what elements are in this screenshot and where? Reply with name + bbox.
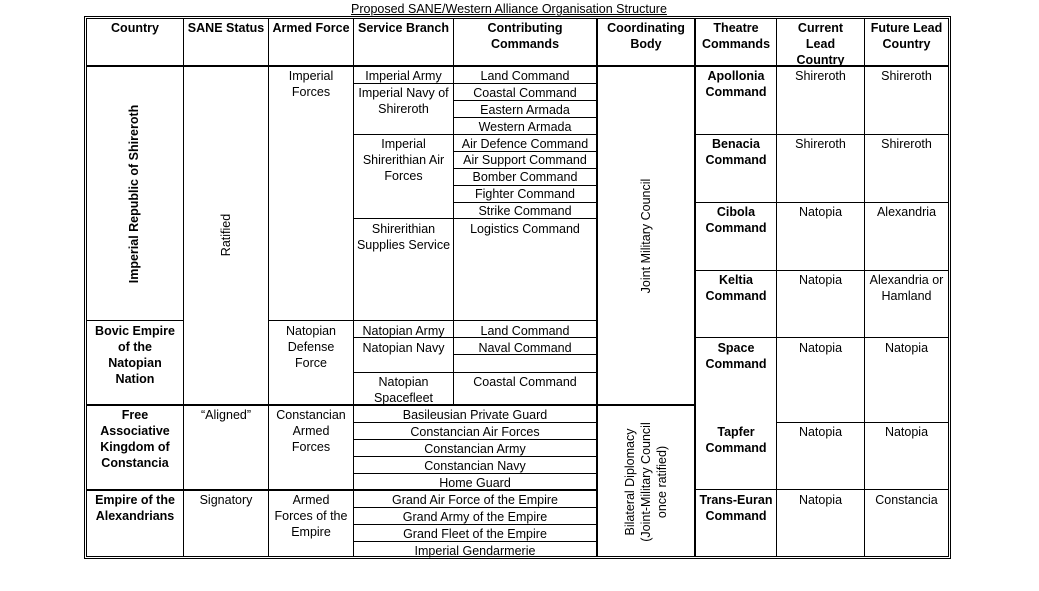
country-bovic-line4: Nation bbox=[115, 372, 155, 386]
coord-line-1 bbox=[596, 404, 696, 406]
theatre-line-5 bbox=[776, 422, 949, 423]
branch-home-guard: Home Guard bbox=[439, 476, 511, 490]
coord-bilateral-line3: once ratified) bbox=[655, 445, 669, 519]
current-lead-space: Natopia bbox=[798, 341, 843, 355]
country-line-1 bbox=[86, 320, 184, 321]
header-coordinating-line2: Body bbox=[630, 37, 662, 51]
country-alexandria-line1: Empire of the bbox=[95, 493, 175, 507]
cmd-line-13 bbox=[453, 372, 597, 373]
header-current-line2: Lead bbox=[805, 37, 836, 51]
country-constancia-line1: Free bbox=[121, 408, 149, 422]
theatre-apollonia-line2: Command bbox=[705, 85, 767, 99]
status-line-1 bbox=[183, 404, 269, 406]
cmd-land: Land Command bbox=[480, 69, 570, 83]
force-natopian-line1: Natopian bbox=[285, 324, 337, 338]
branch-imperial-navy-line1: Imperial Navy of bbox=[358, 86, 449, 100]
header-sane-status: SANE Status bbox=[187, 21, 265, 35]
branch-grand-army: Grand Army of the Empire bbox=[402, 510, 548, 524]
future-lead-keltia-line2: Hamland bbox=[881, 289, 932, 303]
future-lead-tapfer: Natopia bbox=[884, 425, 929, 439]
cmd-naval: Naval Command bbox=[478, 341, 572, 355]
current-lead-apollonia: Shireroth bbox=[795, 69, 846, 83]
header-contributing-line1: Contributing bbox=[487, 21, 563, 35]
current-lead-tapfer: Natopia bbox=[798, 425, 843, 439]
header-future-line1: Future Lead bbox=[870, 21, 943, 35]
border-top bbox=[86, 18, 949, 19]
header-service-branch: Service Branch bbox=[357, 21, 450, 35]
status-aligned: “Aligned” bbox=[200, 408, 252, 422]
theatre-line-4 bbox=[695, 337, 949, 338]
branch-imperial-gendarmerie: Imperial Gendarmerie bbox=[414, 544, 536, 558]
force-constancian-line1: Constancian bbox=[276, 408, 346, 422]
document-title: Proposed SANE/Western Alliance Organisation Structure bbox=[351, 2, 667, 16]
current-lead-benacia: Shireroth bbox=[795, 137, 846, 151]
theatre-line-6 bbox=[695, 489, 949, 490]
header-current-line1: Current bbox=[797, 21, 844, 35]
theatre-benacia-line1: Benacia bbox=[712, 137, 760, 151]
theatre-benacia-line2: Command bbox=[705, 153, 767, 167]
theatre-trans-euran-line2: Command bbox=[705, 509, 767, 523]
branch-constancian-navy: Constancian Navy bbox=[424, 459, 526, 473]
future-lead-apollonia: Shireroth bbox=[881, 69, 932, 83]
coord-bilateral-line1: Bilateral Diplomacy bbox=[623, 428, 637, 536]
country-bovic-line2: of the bbox=[117, 340, 153, 354]
country-bovic-line3: Natopian bbox=[108, 356, 162, 370]
branch-supplies-line2: Supplies Service bbox=[356, 238, 451, 252]
cmd-eastern-armada: Eastern Armada bbox=[480, 103, 570, 117]
theatre-line-3 bbox=[695, 270, 949, 271]
future-lead-cibola: Alexandria bbox=[876, 205, 937, 219]
force-natopian-line2: Defense bbox=[287, 340, 335, 354]
country-shireroth: Imperial Republic of Shireroth bbox=[127, 104, 141, 284]
country-constancia-line4: Constancia bbox=[101, 456, 169, 470]
header-contributing-line2: Commands bbox=[490, 37, 560, 51]
branch-line-4 bbox=[353, 320, 454, 321]
branch-spacefleet-line2: Spacefleet bbox=[373, 391, 434, 405]
theatre-tapfer-line2: Command bbox=[705, 441, 767, 455]
branch-air-line3: Forces bbox=[384, 169, 423, 183]
theatre-tapfer-line1: Tapfer bbox=[717, 425, 755, 439]
cmd-bomber: Bomber Command bbox=[472, 170, 578, 184]
branch-line-6 bbox=[353, 372, 454, 373]
theatre-space-line1: Space bbox=[717, 341, 755, 355]
coord-bilateral-line2: (Joint-Military Council bbox=[639, 422, 653, 542]
cmd-coastal: Coastal Command bbox=[473, 86, 577, 100]
organisation-table bbox=[86, 18, 949, 557]
branch-spacefleet-line1: Natopian bbox=[378, 375, 429, 389]
theatre-keltia-line1: Keltia bbox=[718, 273, 754, 287]
theatre-cibola-line2: Command bbox=[705, 221, 767, 235]
branch-natopian-navy: Natopian Navy bbox=[362, 341, 445, 355]
header-current-line3: Country bbox=[796, 53, 845, 67]
branch-supplies-line1: Shirerithian bbox=[371, 222, 436, 236]
cmd-fighter: Fighter Command bbox=[474, 187, 576, 201]
theatre-apollonia-line1: Apollonia bbox=[707, 69, 765, 83]
header-armed-force: Armed Force bbox=[272, 21, 350, 35]
border-left bbox=[86, 18, 87, 557]
cmd-air-defence: Air Defence Command bbox=[461, 137, 589, 151]
cmd-western-armada: Western Armada bbox=[478, 120, 572, 134]
future-lead-benacia: Shireroth bbox=[881, 137, 932, 151]
force-alexandrian-line2: Forces of the bbox=[274, 509, 348, 523]
country-alexandria-line2: Alexandrians bbox=[95, 509, 175, 523]
force-alexandrian-line3: Empire bbox=[291, 525, 331, 539]
current-lead-cibola: Natopia bbox=[798, 205, 843, 219]
cmd-natopian-land: Land Command bbox=[480, 324, 570, 338]
force-constancian-line2: Armed bbox=[292, 424, 330, 438]
theatre-cibola-line1: Cibola bbox=[716, 205, 756, 219]
future-lead-trans-euran: Constancia bbox=[875, 493, 938, 507]
country-line-2 bbox=[86, 404, 596, 406]
force-constancian-line3: Forces bbox=[291, 440, 331, 454]
header-coordinating-line1: Coordinating bbox=[607, 21, 685, 35]
branch-grand-air-force: Grand Air Force of the Empire bbox=[391, 493, 559, 507]
cmd-air-support: Air Support Command bbox=[463, 153, 587, 167]
branch-air-line2: Shirerithian Air bbox=[362, 153, 445, 167]
branch-constancian-army: Constancian Army bbox=[424, 442, 526, 456]
status-signatory: Signatory bbox=[199, 493, 253, 507]
cmd-line-10 bbox=[453, 320, 597, 321]
header-future-line2: Country bbox=[882, 37, 931, 51]
theatre-keltia-line2: Command bbox=[705, 289, 767, 303]
col-line-1 bbox=[183, 18, 184, 557]
force-line-1 bbox=[268, 320, 354, 321]
future-lead-space: Natopia bbox=[884, 341, 929, 355]
coord-joint-military-council: Joint Military Council bbox=[639, 178, 653, 294]
theatre-space-line2: Command bbox=[705, 357, 767, 371]
future-lead-keltia-line1: Alexandria or bbox=[869, 273, 944, 287]
country-bovic-line1: Bovic Empire bbox=[95, 324, 175, 338]
header-theatre-line1: Theatre bbox=[713, 21, 759, 35]
theatre-trans-euran-line1: Trans-Euran bbox=[699, 493, 773, 507]
country-constancia-line3: Kingdom of bbox=[100, 440, 170, 454]
header-theatre-line2: Commands bbox=[701, 37, 771, 51]
current-lead-keltia: Natopia bbox=[798, 273, 843, 287]
cmd-logistics: Logistics Command bbox=[470, 222, 580, 236]
cmd-strike: Strike Command bbox=[478, 204, 572, 218]
branch-line-2 bbox=[353, 134, 454, 135]
branch-constancian-air: Constancian Air Forces bbox=[410, 425, 540, 439]
cmd-natopian-coastal: Coastal Command bbox=[473, 375, 577, 389]
branch-natopian-army: Natopian Army bbox=[362, 324, 445, 338]
status-ratified: Ratified bbox=[219, 213, 233, 257]
branch-air-line1: Imperial bbox=[381, 137, 426, 151]
branch-line-3 bbox=[353, 218, 454, 219]
theatre-line-1 bbox=[695, 134, 949, 135]
header-country: Country bbox=[111, 21, 159, 35]
force-imperial-line2: Forces bbox=[291, 85, 331, 99]
branch-grand-fleet: Grand Fleet of the Empire bbox=[403, 527, 547, 541]
branch-basileusian-guard: Basileusian Private Guard bbox=[402, 408, 548, 422]
force-imperial-line1: Imperial bbox=[288, 69, 334, 83]
current-lead-trans-euran: Natopia bbox=[798, 493, 843, 507]
theatre-line-2 bbox=[695, 202, 949, 203]
country-constancia-line2: Associative bbox=[100, 424, 170, 438]
force-alexandrian-line1: Armed bbox=[292, 493, 330, 507]
force-natopian-line3: Force bbox=[295, 356, 327, 370]
branch-imperial-army: Imperial Army bbox=[365, 69, 442, 83]
branch-imperial-navy-line2: Shireroth bbox=[378, 102, 429, 116]
